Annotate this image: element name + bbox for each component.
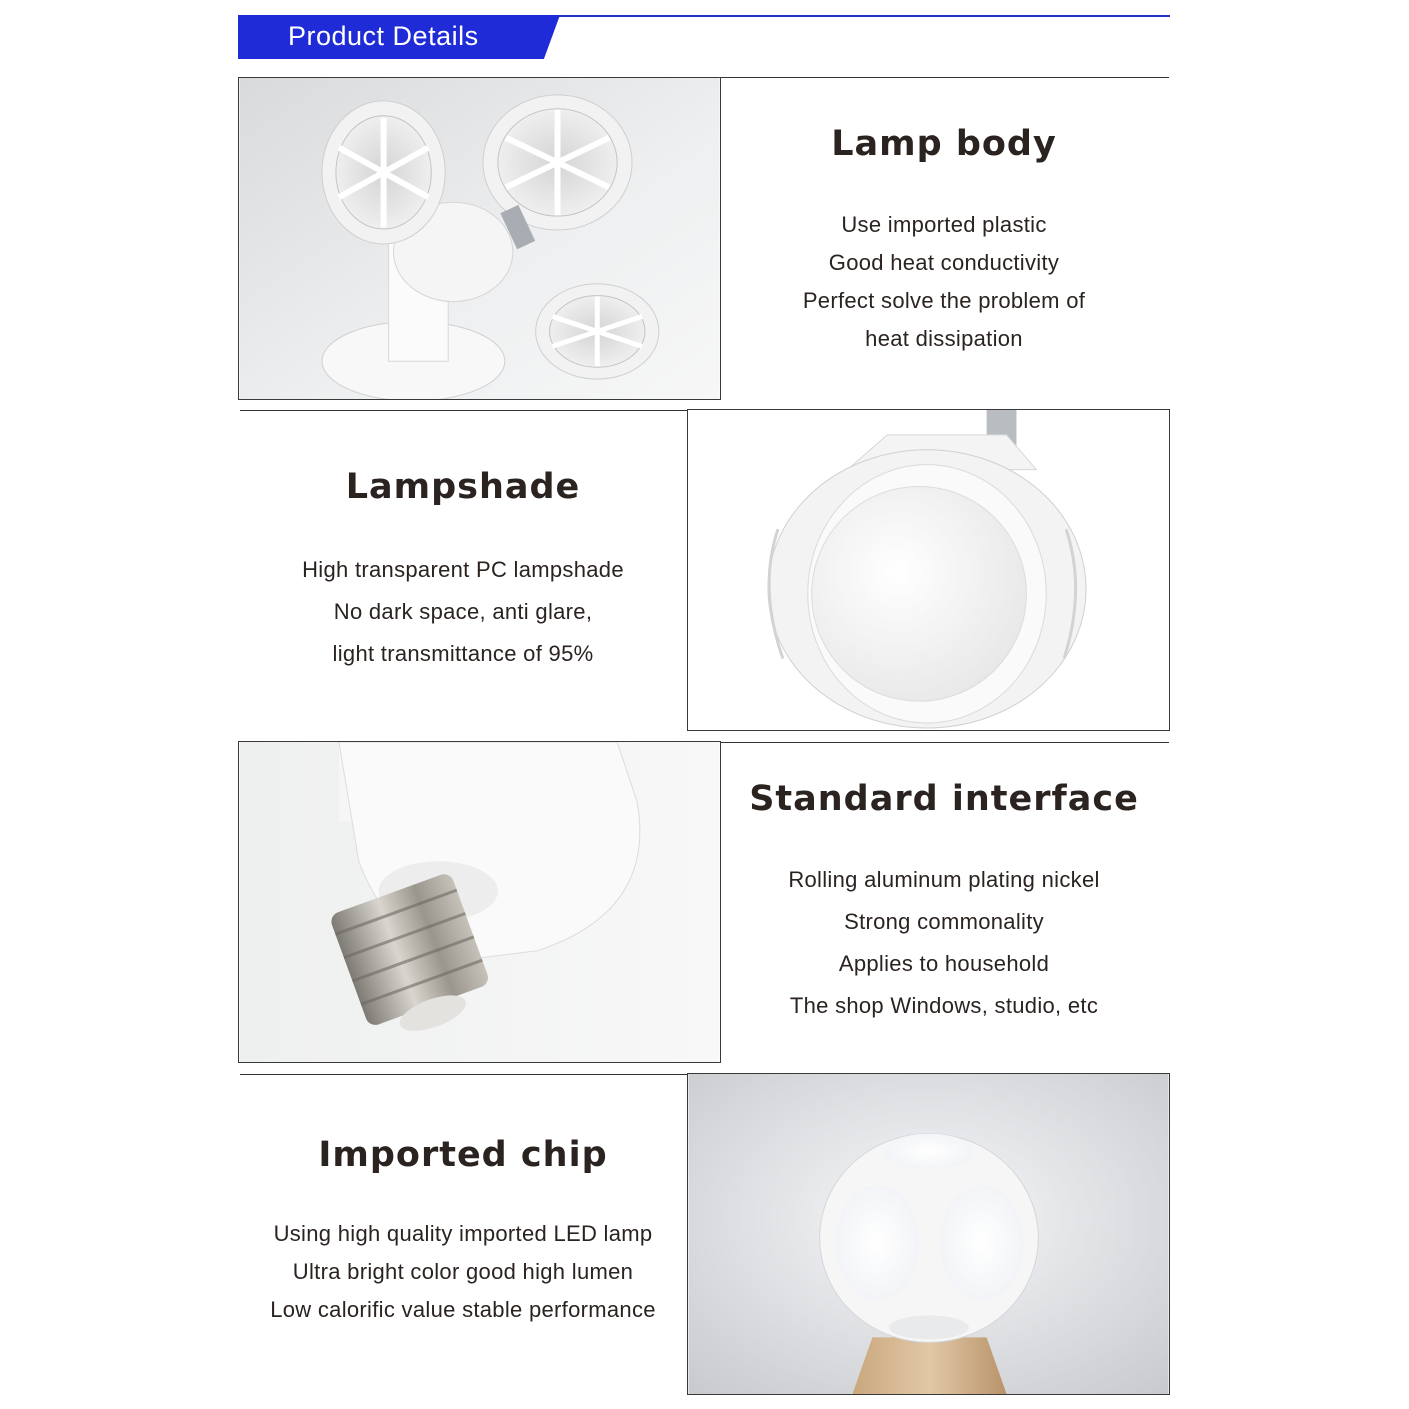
section-imported-chip: [240, 1135, 686, 1329]
divider: [721, 742, 1169, 743]
section-line: Good heat conductivity: [828, 250, 1060, 275]
e27-screw-base-photo: [239, 742, 720, 1062]
photo-lamp-body: [238, 77, 721, 400]
section-line: Using high quality imported LED lamp: [273, 1221, 653, 1246]
section-line: Rolling aluminum plating nickel: [788, 867, 1100, 892]
section-title: Imported chip: [318, 1135, 608, 1175]
section-lampshade: [240, 467, 686, 675]
page-title: Product Details: [288, 21, 479, 51]
lamp-front-photo: [688, 410, 1169, 730]
divider: [240, 1074, 688, 1075]
section-title: Lamp body: [831, 124, 1057, 164]
photo-imported-chip: [687, 1073, 1170, 1395]
section-title: Lampshade: [345, 467, 581, 507]
section-line: Strong commonality: [844, 909, 1044, 934]
section-lamp-body: [721, 124, 1167, 358]
section-line: Applies to household: [838, 951, 1050, 976]
section-line: Ultra bright color good high lumen: [292, 1259, 634, 1284]
section-line: Low calorific value stable performance: [270, 1297, 656, 1322]
section-title: Standard interface: [749, 779, 1139, 819]
section-line: No dark space, anti glare,: [333, 599, 593, 624]
section-line: light transmittance of 95%: [332, 641, 594, 666]
folded-leaf-lamp-photo: [239, 78, 720, 399]
section-line: heat dissipation: [865, 326, 1023, 351]
section-line: High transparent PC lampshade: [302, 557, 624, 582]
divider: [240, 410, 688, 411]
section-line: Perfect solve the problem of: [802, 288, 1086, 313]
section-line: Use imported plastic: [841, 212, 1047, 237]
section-standard-interface: [721, 779, 1167, 1027]
photo-standard-interface: [238, 741, 721, 1063]
lit-lamp-photo: [688, 1074, 1169, 1394]
photo-lampshade: [687, 409, 1170, 731]
divider: [721, 77, 1169, 78]
section-line: The shop Windows, studio, etc: [789, 993, 1099, 1018]
